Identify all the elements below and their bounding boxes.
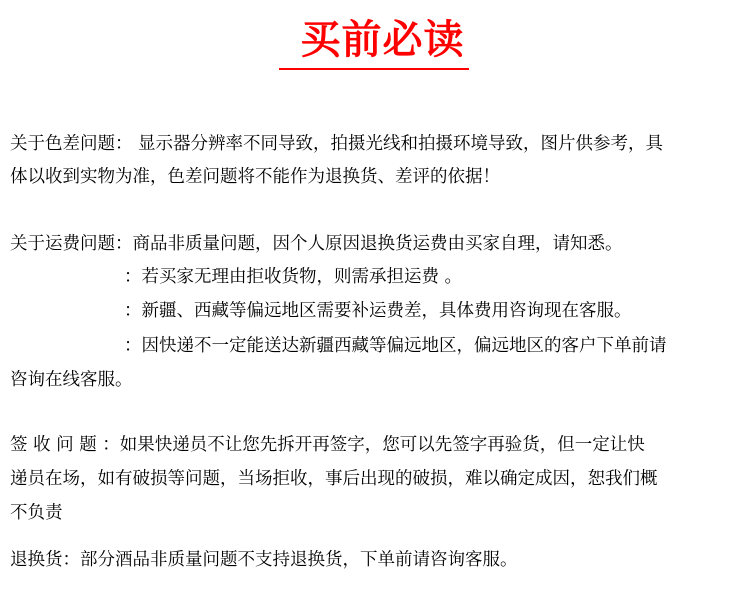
signing-line-3: 不负责 [10,503,63,523]
signing-line-2: 递员在场，如有破损等问题，当场拒收，事后出现的破损，难以确定成因，恕我们概 [10,469,658,489]
signing-line-1: 签 收 问 题 ：如果快递员不让您先拆开再签字，您可以先签字再验货，但一定让快 [10,435,645,455]
shipping-fee-line-2: ：若买家无理由拒收货物，则需承担运费 。 [124,267,463,287]
title-container [0,14,747,70]
shipping-fee-line-3: ：新疆、西藏等偏远地区需要补运费差，具体费用咨询现在客服。 [124,301,632,321]
page-title: 买前必读 [279,14,469,70]
color-difference-line-2: 体以收到实物为准，色差问题将不能作为退换货、差评的依据！ [10,167,500,187]
return-exchange-line-1: 退换货：部分酒品非质量问题不支持退换货，下单前请咨询客服。 [10,550,518,570]
shipping-fee-line-1: 关于运费问题：商品非质量问题，因个人原因退换货运费由买家自理，请知悉。 [10,234,623,254]
color-difference-line-1: 关于色差问题： 显示器分辨率不同导致，拍摄光线和拍摄环境导致，图片供参考，具 [10,134,664,154]
shipping-fee-line-5: 咨询在线客服。 [10,370,133,390]
shipping-fee-line-4: ：因快递不一定能送达新疆西藏等偏远地区，偏远地区的客户下单前请 [124,336,667,356]
